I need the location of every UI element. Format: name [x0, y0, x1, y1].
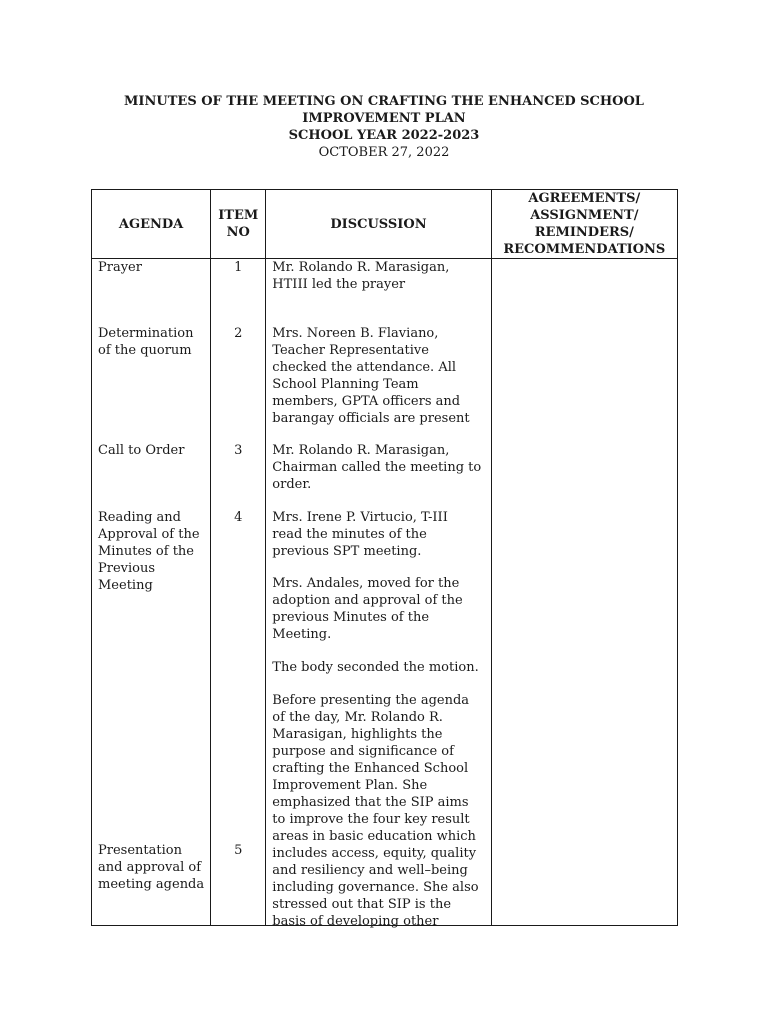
header-agenda: AGENDA [92, 190, 211, 259]
table-body-row [92, 259, 678, 926]
discussion-1: Mr. Rolando R. Marasigan, HTIII led the prayer [272, 260, 450, 292]
item-no-4: 4 [234, 510, 243, 525]
discussion-3: Mr. Rolando R. Marasigan, Chairman called the meeting to order. [272, 443, 482, 492]
title-line-3: SCHOOL YEAR 2022-2023 [288, 128, 480, 143]
discussion-4c: The body seconded the motion. [272, 660, 479, 675]
meeting-date: OCTOBER 27, 2022 [318, 145, 450, 160]
discussion-4a: Mrs. Irene P. Virtucio, T-III read the minutes of the previous SPT meeting. [272, 510, 448, 559]
table-header-row [92, 190, 678, 259]
item-no-1: 1 [234, 260, 243, 275]
item-no-2: 2 [234, 326, 243, 341]
header-discussion: DISCUSSION [266, 190, 491, 259]
agenda-column [92, 259, 211, 926]
discussion-5: Before presenting the agenda of the day, Mr. Rolando R. Marasigan, highlights the purpose and significance of crafting the Enhanced School Improvement Plan. She emphasized that the SIP aims to improve the four key result areas in basic education which includes access, equity, quality and resiliency and well–being including governance. She also stressed out that SIP is the basis of developing other [272, 693, 479, 929]
agenda-2: Determination of the quorum [98, 326, 194, 358]
discussion-2: Mrs. Noreen B. Flaviano, Teacher Representative checked the attendance. All School Planning Team members, GPTA officers and barangay officials are present [272, 326, 470, 426]
agreements-column [491, 259, 677, 926]
discussion-column [266, 259, 491, 929]
discussion-4b: Mrs. Andales, moved for the adoption and approval of the previous Minutes of the Meeting. [272, 576, 463, 642]
agenda-3: Call to Order [98, 443, 185, 458]
item-no-5: 5 [234, 843, 243, 858]
header-agreements: AGREEMENTS/ ASSIGNMENT/ REMINDERS/ RECOMMENDATIONS [491, 190, 677, 259]
agenda-1: Prayer [98, 260, 142, 275]
agenda-5: Presentation and approval of meeting agenda [98, 843, 205, 892]
title-line-1: MINUTES OF THE MEETING ON CRAFTING THE ENHANCED SCHOOL [124, 94, 644, 109]
agenda-4: Reading and Approval of the Minutes of the Previous Meeting [98, 510, 200, 593]
title-line-2: IMPROVEMENT PLAN [302, 111, 466, 126]
item-no-3: 3 [234, 443, 243, 458]
header-item-no: ITEM NO [211, 190, 266, 259]
minutes-table [91, 189, 678, 929]
document-title [0, 93, 768, 161]
item-no-column [211, 259, 266, 926]
